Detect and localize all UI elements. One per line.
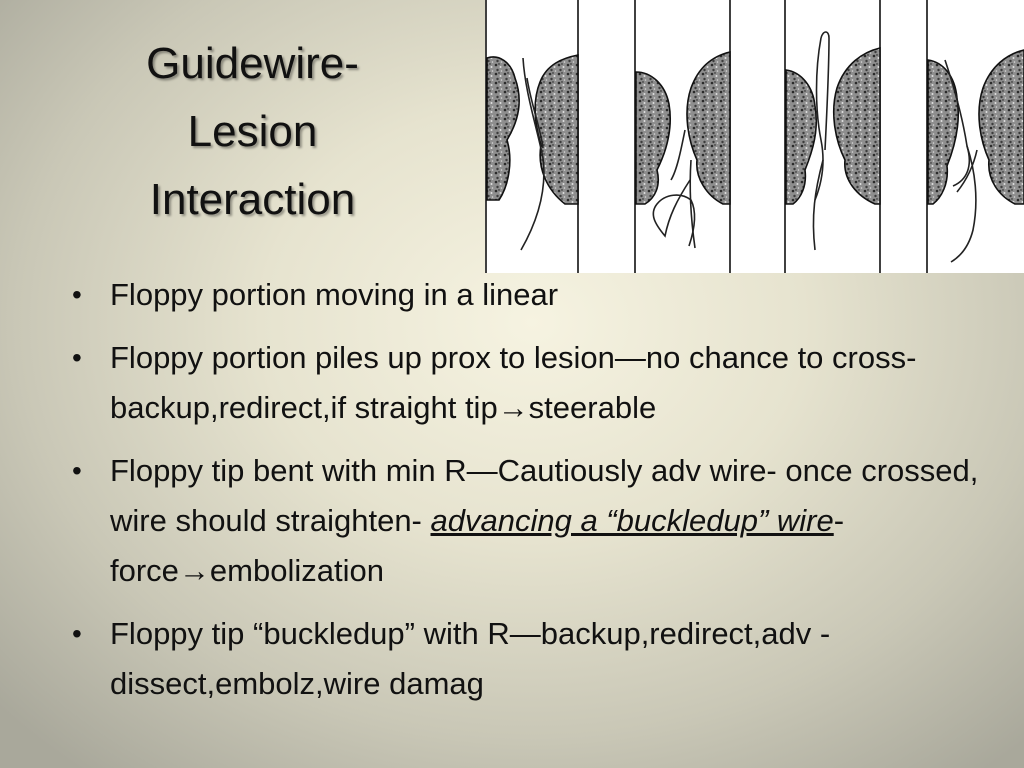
bullet-text: - force→embolization [110, 503, 845, 588]
bullet-text: Floppy portion moving in a linear [110, 277, 559, 312]
bullet-text: Floppy portion piles up prox to lesion—no chance to cross- backup,redirect,if straight tip→steerable [110, 340, 917, 425]
bullet-item [72, 270, 1002, 320]
bullet-text: Floppy tip “buckledup” with R—backup,redirect,adv -dissect,embolz,wire damag [110, 616, 831, 701]
guidewire-lesion-illustration-icon [485, 0, 1024, 273]
guidewire-lesion-figure [485, 0, 1024, 273]
bullet-list [72, 270, 1002, 722]
slide-title [60, 30, 445, 234]
bullet-item [72, 333, 1002, 433]
title-line-1: Guidewire- [146, 39, 359, 88]
bullet-item [72, 446, 1002, 596]
title-line-3: Interaction [149, 175, 356, 224]
bullet-text: Floppy tip bent with min R—Cautiously adv wire- once crossed, wire should straighten- [110, 453, 979, 538]
bullet-emphasis: advancing a “buckledup” wire [430, 503, 834, 538]
bullet-item [72, 609, 1002, 709]
title-line-2: Lesion [187, 107, 318, 156]
